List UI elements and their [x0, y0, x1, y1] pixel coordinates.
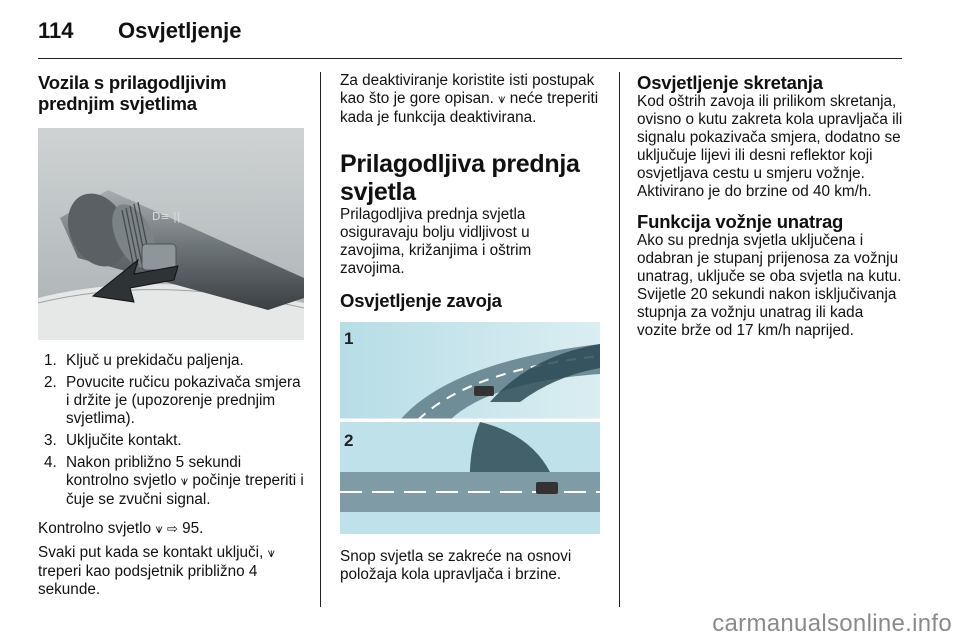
list-item: [38, 374, 304, 428]
step-text: Uključite kontakt.: [66, 432, 182, 449]
list-item: [38, 454, 304, 509]
step-text: Povucite ručicu pokazivača smjera i držite je (upozorenje prednjim svjetlima).: [66, 374, 301, 427]
list-item: [38, 432, 304, 450]
header-divider: [38, 58, 902, 59]
step-number: 4.: [44, 454, 57, 471]
adaptive-light-icon: ⩛: [180, 474, 189, 489]
svg-text:D≡ ||: D≡ ||: [152, 210, 181, 223]
paragraph-text: Kontrolno svjetlo: [38, 520, 152, 537]
paragraph-text: treperi kao podsjetnik približno 4 sekunde.: [38, 563, 258, 598]
page-reference-link[interactable]: 95.: [182, 520, 204, 537]
watermark[interactable]: carmanualsonline.info: [712, 610, 952, 637]
figure-label: 2: [344, 431, 354, 450]
step-text: počinje treperiti i čuje se zvučni signal.: [66, 472, 304, 508]
stalk-illustration: [38, 128, 304, 340]
subsection-heading: Funkcija vožnje unatrag: [637, 211, 844, 232]
column-1: [38, 72, 304, 612]
paragraph-text: Za deaktiviranje koristite isti postupak kao što je gore opisan.: [340, 72, 595, 107]
page-number: 114: [38, 18, 74, 43]
paragraph: Ako su prednja svjetla uključena i odabran je stupanj prijenosa za vožnju unatrag, uključe se oba svjetla na kutu. Svijetle 20 sekundi nakon isključivanja stupnja za vožnju unatrag ili kada vozite brže od 17 km/h naprijed.: [637, 232, 902, 339]
step-number: 2.: [44, 374, 57, 391]
figure-label: 1: [344, 329, 354, 348]
adaptive-light-icon: ⩛: [267, 546, 275, 561]
paragraph: [38, 520, 304, 539]
column-3: [637, 72, 903, 612]
list-item: [38, 352, 304, 370]
adaptive-light-icon: ⩛: [498, 92, 506, 107]
column-divider-2: [619, 72, 620, 607]
paragraph: Kod oštrih zavoja ili prilikom skretanja, ovisno o kutu zakreta kola upravljača ili signalu pokazivača smjera, dodatno se uključuje lijevi ili desni reflektor koji osvjetljava cestu u smjeru vožnje. Aktivirano je do brzine od 40 km/h.: [637, 93, 903, 200]
page-title: Osvjetljenje: [118, 18, 242, 43]
step-text: Nakon približno 5 sekundi kontrolno svjetlo: [66, 454, 242, 489]
paragraph-text: Svaki put kada se kontakt uključi,: [38, 544, 264, 561]
paragraph-text: neće treperiti kada je funkcija deaktivirana.: [340, 90, 599, 126]
reference-arrow-icon[interactable]: ⇨: [166, 522, 178, 537]
subsection-heading: Osvjetljenje zavoja: [340, 290, 502, 311]
paragraph: [38, 544, 304, 599]
subsection-heading: Osvjetljenje skretanja: [637, 72, 823, 93]
step-number: 3.: [44, 432, 57, 449]
section-heading: Vozila s prilagodljivim prednjim svjetlima: [38, 72, 227, 114]
step-text: Ključ u prekidaču paljenja.: [66, 352, 244, 369]
adaptive-light-icon: ⩛: [155, 522, 163, 537]
column-2: [340, 72, 606, 612]
beam-illustration: [340, 322, 600, 534]
paragraph: [340, 72, 606, 127]
page-header: [38, 14, 902, 54]
figure-caption: Snop svjetla se zakreće na osnovi položaja kola upravljača i brzine.: [340, 548, 572, 583]
section-heading-large: Prilagodljiva prednja svjetla: [340, 150, 580, 206]
instruction-list: [38, 352, 304, 513]
step-number: 1.: [44, 352, 57, 369]
column-divider-1: [320, 72, 321, 607]
paragraph: Prilagodljiva prednja svjetla osiguravaju bolju vidljivost u zavojima, križanjima i oštrim zavojima.: [340, 206, 532, 277]
